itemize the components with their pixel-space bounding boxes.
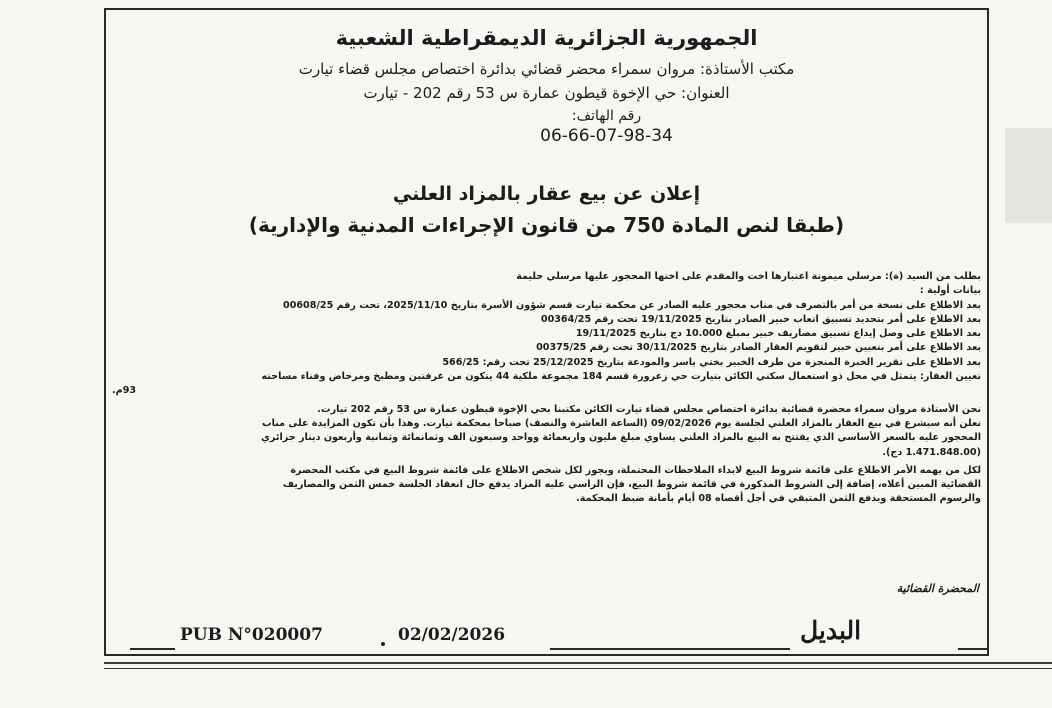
announcement-frame xyxy=(104,8,989,656)
footer-rule-middle xyxy=(550,648,790,650)
office-line: مكتب الأستاذة: مروان سمراء محضر قضائي بدائرة اختصاص مجلس قضاء تيارت xyxy=(298,60,795,78)
body-line: بعد الاطلاع على وصل إيداع تسبيق مصاريف خبير بمبلغ 10.000 دج بتاريخ 19/11/2025 xyxy=(575,328,981,340)
footer-rule-right xyxy=(958,648,988,650)
body-line: (1.471.848.00 دج). xyxy=(882,446,981,458)
address-line: العنوان: حي الإخوة قيطون عمارة س 53 رقم 202 - تيارت xyxy=(363,84,730,102)
body-line: لكل من يهمه الأمر الاطلاع على قائمة شروط البيع لابداء الملاحظات المحتملة، ويجوز لكل شخص الاطلاع على قائمة شروط البيع في مكتب المحضرة xyxy=(290,464,981,476)
announcement-header xyxy=(106,26,987,146)
body-line: بطلب من السيد (ة): مرسلي ميمونة اعتبارها اخت والمقدم على اختها المحجور عليها مرسلي حليمة xyxy=(516,271,981,282)
newspaper-logo: البديل xyxy=(800,616,862,645)
footer-rule-left xyxy=(130,648,175,650)
publication-number: PUB N°020007 xyxy=(180,625,323,645)
phone-label: رقم الهاتف: xyxy=(571,108,642,124)
body-line: نعلن أنه سيشرع في بيع العقار بالمزاد العلني لجلسة يوم 09/02/2026 (الساعة العاشرة والنصف) صباحا بمحكمة تيارت. وهذا بأن تكون المزايدة على مناب xyxy=(261,417,981,429)
body-line: القضائية المبين أعلاه، إضافة إلى الشروط المذكورة في قائمة شروط البيع، فإن الراسي عليه المزاد يدفع حال انعقاد الجلسة خمس الثمن والمصاريف xyxy=(282,479,981,491)
announcement-body xyxy=(112,270,981,507)
bottom-rule-2 xyxy=(104,668,1052,669)
separator-dot xyxy=(381,642,385,646)
adjacent-column-fragment xyxy=(1005,128,1052,223)
body-line: والرسوم المستحقة ويدفع الثمن المتبقي في أجل أقصاه 08 أيام بأمانة ضبط المحكمة. xyxy=(576,493,981,505)
announcement-title xyxy=(106,183,987,237)
title-line-1: إعلان عن بيع عقار بالمزاد العلني xyxy=(392,183,701,205)
body-line: بعد الاطلاع على أمر بتعيين خبير لتقويم العقار الصادر بتاريخ 30/11/2025 تحت رقم 00375/25 xyxy=(536,342,981,354)
body-line: بعد الاطلاع على أمر بتحديد تسبيق اتعاب خبير الصادر بتاريخ 19/11/2025 تحت رقم 00364/25 xyxy=(540,313,981,325)
republic-heading: الجمهورية الجزائرية الديمقراطية الشعبية xyxy=(335,26,758,50)
body-line: بعد الاطلاع على نسخة من أمر بالتصرف في مناب محجور عليه الصادر عن محكمة تيارت قسم شؤون الأسرة بتاريخ 2025/11/10، تحت رقم 00608/25 xyxy=(283,299,981,311)
body-line: بعد الاطلاع على تقرير الخبرة المنجزة من طرف الخبير بختي ياسر والمودعة بتاريخ 25/12/2025 تحت رقم: 566/25 xyxy=(442,356,981,368)
phone-number: 06-66-07-98-34 xyxy=(540,126,673,146)
body-line: تعيين العقار: يتمثل في محل ذو استعمال سكني الكائن بتيارت حي زعرورة قسم 184 مجموعة ملكية 44 يتكون من غرفتين ومطبخ ومرحاض وفناء مساحته xyxy=(261,371,981,383)
publication-date: 02/02/2026 xyxy=(398,625,506,645)
title-line-2: (طبقا لنص المادة 750 من قانون الإجراءات المدنية والإدارية) xyxy=(248,213,845,237)
body-line: بيانات أولية : xyxy=(919,285,981,297)
body-line: 93م. xyxy=(112,385,137,397)
body-line: نحن الأستاذة مروان سمراء محضرة قضائية بدائرة اختصاص مجلس قضاء تيارت الكائن مكتبنا بحي الإخوة قيطون عمارة س 53 رقم 202 تيارت. xyxy=(317,403,981,415)
phone-block xyxy=(226,108,987,146)
signature-line: المحضرة القضائية xyxy=(896,582,979,595)
bottom-rule xyxy=(104,662,1052,664)
body-line: المحجور عليه بالسعر الأساسي الذي يفتتح به البيع بالمزاد العلني يساوي مبلغ مليون واربعمائة وواحد وسبعون الف وثمانمائة وثمانية وأربعون دينار جزائري xyxy=(261,432,981,444)
